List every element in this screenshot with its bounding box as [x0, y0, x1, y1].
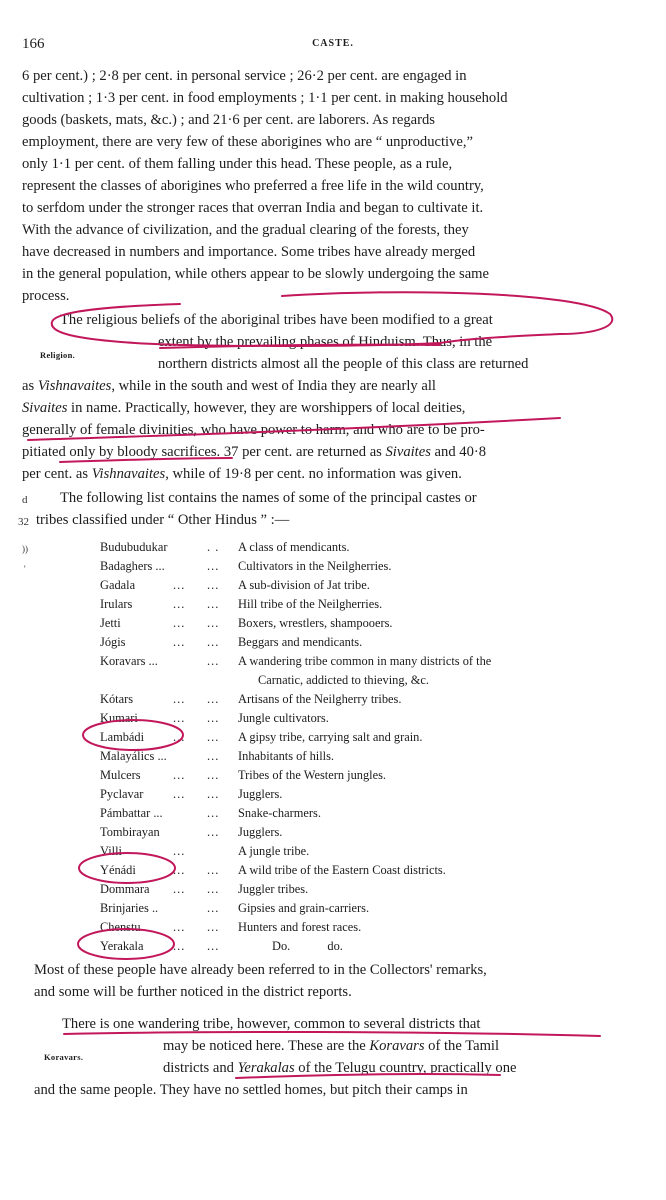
- text-line: Most of these people have already been referred to in the Collectors' remarks,: [34, 962, 487, 978]
- text-line: northern districts almost all the people of this class are returned: [158, 356, 529, 372]
- running-head: CASTE.: [312, 38, 354, 49]
- text-line: extent by the prevailing phases of Hinduism. Thus, in the: [158, 334, 493, 350]
- text-line: generally of female divinities, who have power to harm, and who are to be pro-: [22, 422, 485, 438]
- margin-mark: )): [22, 544, 28, 554]
- text-line: tribes classified under “ Other Hindus ” :—: [36, 512, 290, 528]
- list-item: Gadala ... ... A sub-division of Jat tribe.: [100, 578, 370, 592]
- text-line: to serfdom under the stronger races that overran India and began to cultivate it.: [22, 200, 484, 216]
- text-line: have decreased in numbers and importance. Some tribes have already merged: [22, 244, 476, 260]
- list-item: Yerakala ... ... Do. do.: [100, 939, 343, 953]
- list-item: Pámbattar ... ... Snake-charmers.: [100, 806, 321, 820]
- text-line: process.: [22, 288, 70, 304]
- text-line: as Vishnavaites, while in the south and west of India they are nearly all: [22, 378, 436, 394]
- text-line: pitiated only by bloody sacrifices. 37 per cent. are returned as Sivaites and 40·8: [22, 444, 487, 460]
- list-item: Lambádi ... ... A gipsy tribe, carrying salt and grain.: [100, 730, 423, 744]
- list-item: Irulars ... ... Hill tribe of the Neilgherries.: [100, 597, 383, 611]
- list-item: Kótars ... ... Artisans of the Neilgherry tribes.: [100, 692, 402, 706]
- page-number: 166: [22, 36, 45, 52]
- text-line: Sivaites in name. Practically, however, they are worshippers of local deities,: [22, 400, 466, 416]
- text-line: in the general population, while others appear to be slowly undergoing the same: [22, 266, 490, 282]
- text-line: and the same people. They have no settled homes, but pitch their camps in: [34, 1082, 468, 1098]
- margin-mark: 32: [18, 516, 29, 528]
- list-item: Chenstu ... ... Hunters and forest races.: [100, 920, 362, 934]
- text-line: employment, there are very few of these aborigines who are “ unproductive,”: [22, 134, 474, 150]
- text-line: may be noticed here. These are the Koravars of the Tamil: [163, 1038, 500, 1054]
- list-item: Villi ... A jungle tribe.: [100, 844, 310, 858]
- text-line: represent the classes of aborigines who preferred a free life in the wild country,: [22, 178, 484, 194]
- list-item: Dommara ... ... Juggler tribes.: [100, 882, 309, 896]
- list-item: Mulcers ... ... Tribes of the Western jungles.: [100, 768, 387, 782]
- list-item: Jógis ... ... Beggars and mendicants.: [100, 635, 363, 649]
- text-line: 6 per cent.) ; 2·8 per cent. in personal service ; 26·2 per cent. are engaged in: [22, 68, 467, 84]
- text-line: per cent. as Vishnavaites, while of 19·8 per cent. no information was given.: [22, 466, 462, 482]
- text-line: There is one wandering tribe, however, common to several districts that: [62, 1016, 481, 1032]
- margin-mark: d: [22, 494, 28, 506]
- list-item: Yénádi ... ... A wild tribe of the Eastern Coast districts.: [100, 863, 446, 877]
- list-item: Malayálics ... ... Inhabitants of hills.: [100, 749, 335, 763]
- list-item: Pyclavar ... ... Jugglers.: [100, 787, 283, 801]
- margin-mark: ': [24, 564, 26, 574]
- text-line: districts and Yerakalas of the Telugu country, practically one: [163, 1060, 517, 1076]
- text-line: The following list contains the names of some of the principal castes or: [60, 490, 477, 506]
- side-note-koravars: Koravars.: [44, 1052, 84, 1062]
- text-line: The religious beliefs of the aboriginal tribes have been modified to a great: [60, 312, 493, 328]
- list-item: Brinjaries .. ... Gipsies and grain-carriers.: [100, 901, 370, 915]
- list-item: Tombirayan ... Jugglers.: [100, 825, 283, 839]
- list-item: Koravars ... ... A wandering tribe common in many districts of the Carnatic, addicted to thieving, &c.: [100, 654, 492, 687]
- text-line: and some will be further noticed in the district reports.: [34, 984, 352, 1000]
- side-note-religion: Religion.: [40, 350, 76, 360]
- list-item: Budubudukar . . A class of mendicants.: [100, 540, 350, 554]
- list-item: Badaghers ... ... Cultivators in the Neilgherries.: [100, 559, 392, 573]
- text-line: With the advance of civilization, and the gradual clearing of the forests, they: [22, 222, 469, 238]
- text-line: goods (baskets, mats, &c.) ; and 21·6 per cent. are laborers. As regards: [22, 112, 435, 128]
- text-line: cultivation ; 1·3 per cent. in food employments ; 1·1 per cent. in making household: [22, 90, 508, 106]
- text-line: only 1·1 per cent. of them falling under this head. These people, as a rule,: [22, 156, 453, 172]
- list-item: Kumari ... ... Jungle cultivators.: [100, 711, 329, 725]
- list-item: Jetti ... ... Boxers, wrestlers, shampooers.: [100, 616, 393, 630]
